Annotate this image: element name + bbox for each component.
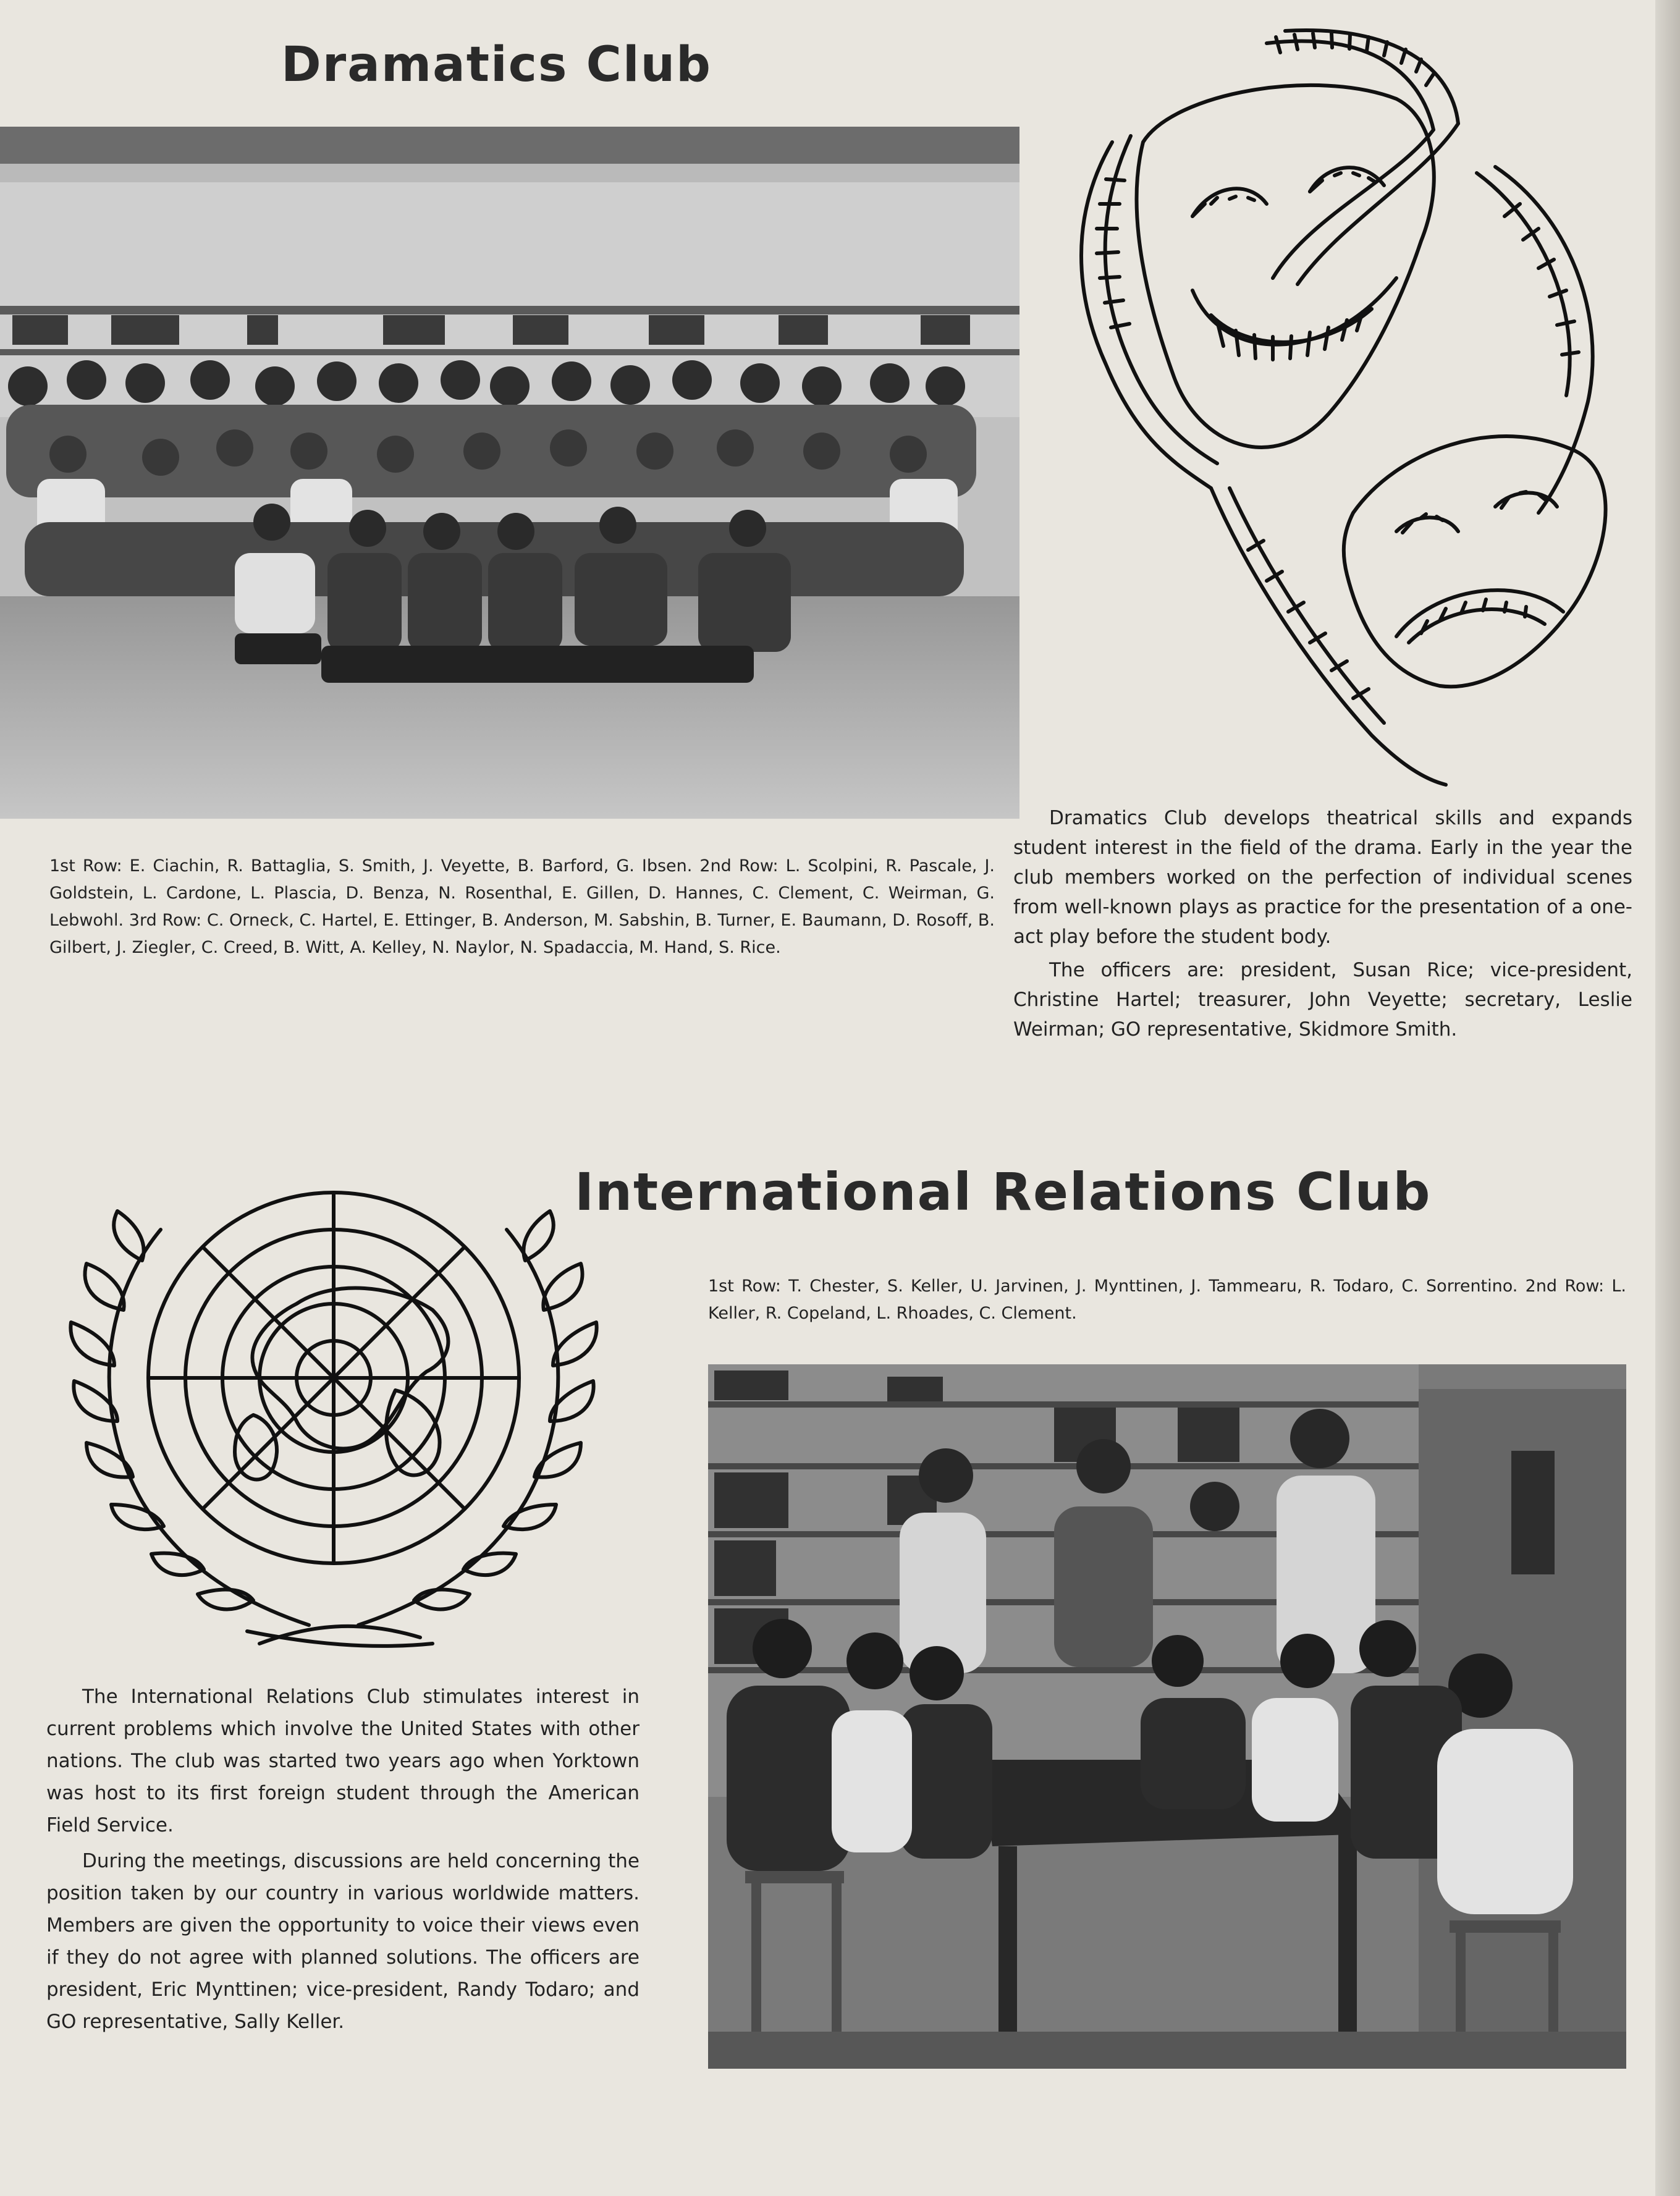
international-relations-club-group-photo xyxy=(708,1364,1626,2069)
international-relations-club-description xyxy=(46,1681,639,2042)
page-edge xyxy=(1655,0,1680,2196)
drama-masks-illustration xyxy=(1050,19,1625,791)
international-relations-club-title: International Relations Club xyxy=(575,1162,1432,1222)
dramatics-club-paragraph-1: Dramatics Club develops theatrical skills and expands student interest in the field of the drama. Early in the year the club members worked on the perfection of individual scenes from well-known plays as practice for the presentation of a one-act play before the student body. xyxy=(1013,807,1632,948)
dramatics-club-officers-paragraph: The officers are: president, Susan Rice; vice-president, Christine Hartel; treasurer, John Veyette; secretary, Leslie Weirman; GO representative, Skidmore Smith. xyxy=(1013,959,1632,1041)
international-relations-club-paragraph-2: During the meetings, discussions are held concerning the position taken by our country in various worldwide matters. Members are given the opportunity to voice their views even if they do not agree with planned solutions. The officers are president, Eric Mynttinen; vice-president, Randy Todaro; and GO representative, Sally Keller. xyxy=(46,1850,639,2033)
dramatics-club-photo-caption: 1st Row: E. Ciachin, R. Battaglia, S. Smith, J. Veyette, B. Barford, G. Ibsen. 2nd Row: L. Scolpini, R. Pascale, J. Goldstein, L. Cardone, L. Plascia, D. Benza, N. Rosenthal, E. Gillen, D. Hannes, C. Clement, C. Weirman, G. Lebwohl. 3rd Row: C. Orneck, C. Hartel, E. Ettinger, B. Anderson, M. Sabshin, B. Turner, E. Baumann, D. Rosoff, B. Gilbert, J. Ziegler, C. Creed, B. Witt, A. Kelley, N. Naylor, N. Spadaccia, M. Hand, S. Rice. xyxy=(49,856,995,957)
dramatics-club-group-photo xyxy=(0,127,1019,819)
dramatics-club-title: Dramatics Club xyxy=(281,37,712,93)
international-relations-club-photo-caption: 1st Row: T. Chester, S. Keller, U. Jarvinen, J. Mynttinen, J. Tammearu, R. Todaro, C. Sorrentino. 2nd Row: L. Keller, R. Copeland, L. Rhoades, C. Clement. xyxy=(708,1277,1626,1323)
dramatics-club-description xyxy=(1013,803,1632,1048)
international-relations-club-paragraph-1: The International Relations Club stimulates interest in current problems which involve the United States with other nations. The club was started two years ago when Yorktown was host to its first foreign student through the American Field Service. xyxy=(46,1686,639,1836)
united-nations-emblem-illustration xyxy=(49,1155,618,1662)
